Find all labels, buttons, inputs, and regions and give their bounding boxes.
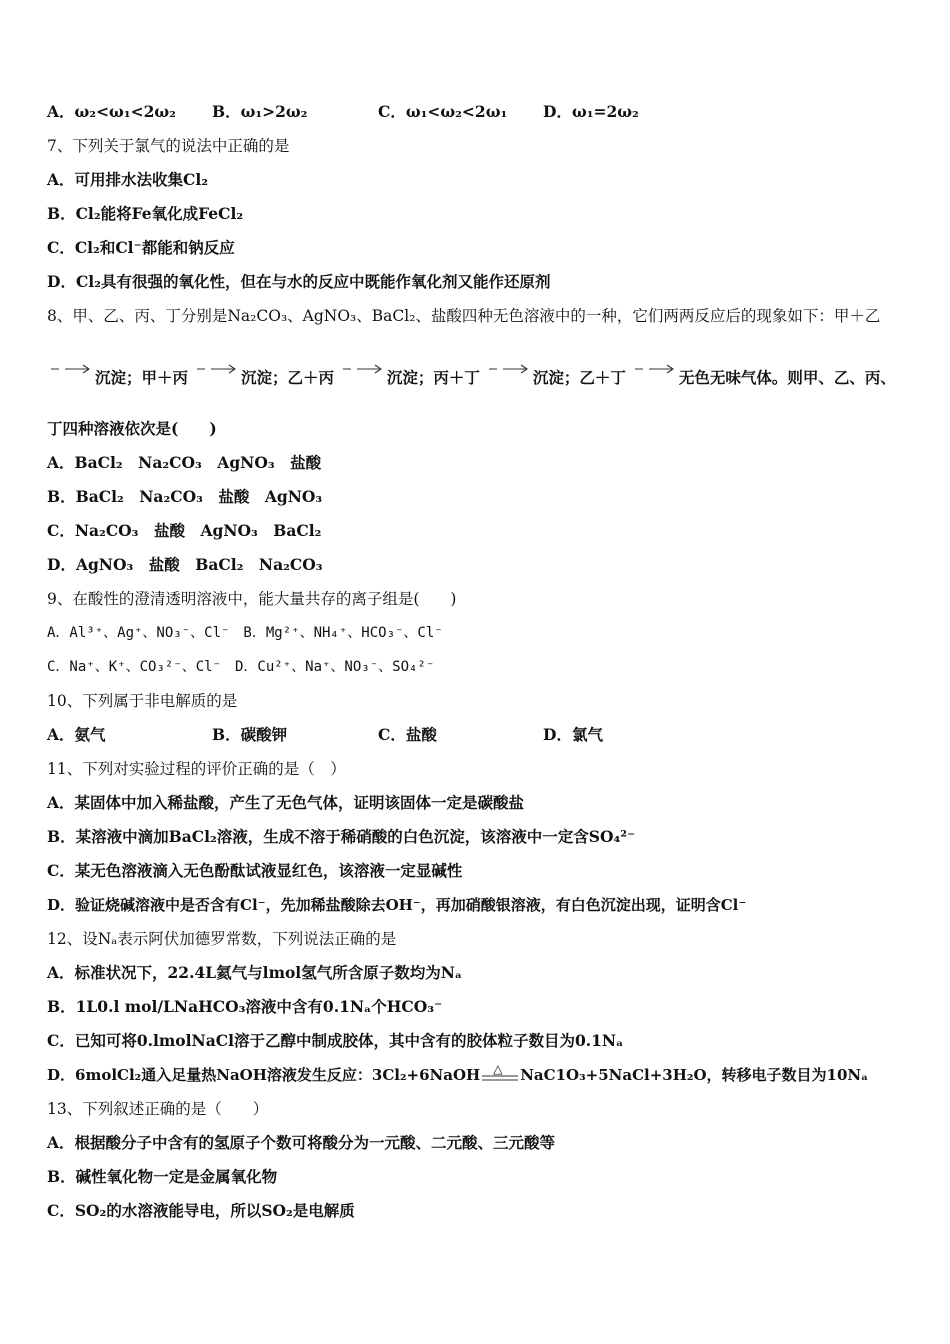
q12-option-d-equation-left: D．6molCl₂通入足量热NaOH溶液发生反应：3Cl₂+6NaOH — [47, 1066, 481, 1084]
q8-reaction-2: 沉淀；乙＋丙 — [240, 368, 334, 387]
q11-option-a: A．某固体中加入稀盐酸，产生了无色气体，证明该固体一定是碳酸盐 — [47, 793, 525, 812]
q8-stem-tail: 丁四种溶液依次是( ) — [47, 419, 217, 438]
q10-option-c: C．盐酸 — [378, 725, 437, 744]
q6-option-c: C．ω₁<ω₂<2ω₁ — [378, 102, 508, 121]
q13-option-c: C．SO₂的水溶液能导电，所以SO₂是电解质 — [47, 1201, 355, 1220]
q7-option-a: A．可用排水法收集Cl₂ — [47, 170, 209, 189]
q6-option-a: A．ω₂<ω₁<2ω₂ — [47, 102, 176, 121]
q7-option-c: C．Cl₂和Cl⁻都能和钠反应 — [47, 238, 235, 257]
q7-stem: 7、下列关于氯气的说法中正确的是 — [47, 137, 290, 155]
q8-reaction-3: 沉淀；丙＋丁 — [386, 368, 480, 387]
q10-stem: 10、下列属于非电解质的是 — [47, 692, 238, 710]
reaction-arrow-icon — [631, 368, 679, 390]
heat-condition-icon: △ — [493, 1062, 503, 1076]
q9-stem: 9、在酸性的澄清透明溶液中，能大量共存的离子组是( ) — [47, 590, 457, 608]
q12-option-d — [47, 1064, 868, 1086]
q6-option-b: B．ω₁>2ω₂ — [212, 102, 308, 121]
reaction-arrow-icon — [193, 368, 241, 390]
q11-option-d: D．验证烧碱溶液中是否含有Cl⁻，先加稀盐酸除去OH⁻，再加硝酸银溶液，有白色沉淀出现，证明含Cl⁻ — [47, 896, 747, 914]
reaction-condition — [480, 1064, 520, 1086]
q7-option-d: D．Cl₂具有很强的氧化性，但在与水的反应中既能作氧化剂又能作还原剂 — [47, 272, 551, 291]
q8-option-a: A．BaCl₂ Na₂CO₃ AgNO₃ 盐酸 — [47, 453, 322, 472]
q6-option-d: D．ω₁=2ω₂ — [543, 102, 639, 121]
q12-stem: 12、设Nₐ表示阿伏加德罗常数，下列说法正确的是 — [47, 930, 397, 948]
q12-option-a: A．标准状况下，22.4L氦气与lmol氢气所含原子数均为Nₐ — [47, 963, 463, 982]
q11-option-c: C．某无色溶液滴入无色酚酞试液显红色，该溶液一定显碱性 — [47, 861, 463, 880]
q8-reaction-1: 沉淀；甲＋丙 — [95, 368, 189, 387]
q10-option-d: D．氯气 — [543, 725, 603, 744]
q9-options-cd: C．Na⁺、K⁺、CO₃²⁻、Cl⁻ D．Cu²⁺、Na⁺、NO₃⁻、SO₄²⁻ — [47, 659, 435, 675]
q8-option-d: D．AgNO₃ 盐酸 BaCl₂ Na₂CO₃ — [47, 555, 323, 574]
q8-option-c: C．Na₂CO₃ 盐酸 AgNO₃ BaCl₂ — [47, 521, 322, 540]
q10-option-a: A．氨气 — [47, 725, 106, 744]
q9-options-ab: A．Al³⁺、Ag⁺、NO₃⁻、Cl⁻ B．Mg²⁺、NH₄⁺、HCO₃⁻、Cl⁻ — [47, 625, 443, 641]
q11-option-b: B．某溶液中滴加BaCl₂溶液，生成不溶于稀硝酸的白色沉淀，该溶液中一定含SO₄²⁻ — [47, 827, 636, 846]
q8-option-b: B．BaCl₂ Na₂CO₃ 盐酸 AgNO₃ — [47, 487, 323, 506]
q8-reaction-4: 沉淀；乙＋丁 — [532, 368, 626, 387]
reaction-arrow-icon — [485, 368, 533, 390]
q8-reaction-5: 无色无味气体。则甲、乙、丙、 — [678, 368, 896, 387]
q12-option-b: B．1L0.l mol/LNaHCO₃溶液中含有0.1Nₐ个HCO₃⁻ — [47, 997, 443, 1016]
q11-stem: 11、下列对实验过程的评价正确的是（ ） — [47, 760, 346, 778]
q8-stem — [47, 305, 880, 327]
q13-stem: 13、下列叙述正确的是（ ） — [47, 1100, 269, 1118]
q8-reactions — [47, 367, 896, 390]
q13-option-a: A．根据酸分子中含有的氢原子个数可将酸分为一元酸、二元酸、三元酸等 — [47, 1133, 556, 1152]
q8-stem-text: 8、甲、乙、丙、丁分别是Na₂CO₃、AgNO₃、BaCl₂、盐酸四种无色溶液中的一种，它们两两反应后的现象如下：甲＋乙 — [47, 307, 881, 325]
reaction-arrow-icon — [339, 368, 387, 390]
q12-option-d-equation-right: NaC1O₃+5NaCl+3H₂O，转移电子数目为10Nₐ — [520, 1066, 869, 1084]
q7-option-b: B．Cl₂能将Fe氧化成FeCl₂ — [47, 204, 244, 223]
q10-option-b: B．碳酸钾 — [212, 725, 288, 744]
q13-option-b: B．碱性氧化物一定是金属氧化物 — [47, 1167, 278, 1186]
reaction-arrow-icon — [47, 368, 95, 390]
q12-option-c: C．已知可将0.lmolNaCl溶于乙醇中制成胶体，其中含有的胶体粒子数目为0.1Nₐ — [47, 1031, 624, 1050]
